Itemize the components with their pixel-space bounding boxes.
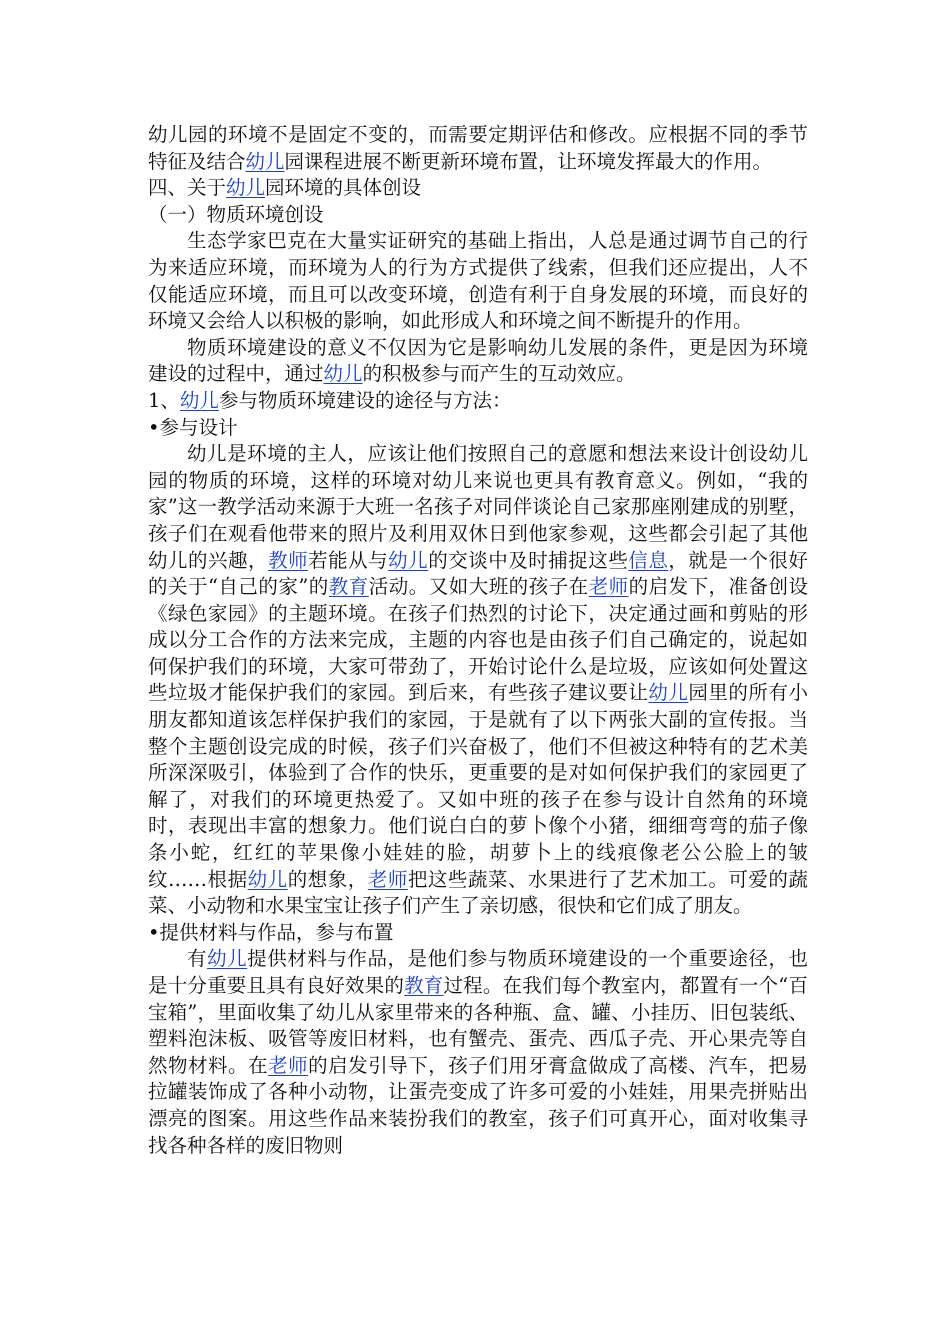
paragraph-text: 的启发引导下，孩子们用牙膏盒做成了高楼、汽车，把易拉罐装饰成了各种小动物，让蛋壳变成了许多可爱的小娃娃，用果壳拼贴出漂亮的图案。用这些作品来装扮我们的教室，孩子们可真开心，面对收集寻找各种各样的废旧物则 (148, 1053, 808, 1157)
paragraph-text: 园里的所有小朋友都知道该怎样保护我们的家园，于是就有了以下两张大副的宣传报。当整个主题创设完成的时候，孩子们兴奋极了，他们不但被这种特有的艺术美所深深吸引，体验到了合作的快乐，更重要的是对如何保护我们的家园更了解了，对我们的环境更热爱了。又如中班的孩子在参与设计自然角的环境时，表现出丰富的想象力。他们说白白的萝卜像个小猪，细细弯弯的茄子像条小蛇，红红的苹果像小娃娃的脸，胡萝卜上的线痕像老公公脸上的皱纹……根据 (148, 681, 808, 891)
paragraph-text: 园环境的具体创设 (265, 176, 422, 200)
paragraph-text: 把这些蔬菜、水果进行了艺术加工。可爱的蔬菜、小动物和水果宝宝让孩子们产生了亲切感，很快和它们成了朋友。 (148, 867, 808, 918)
paragraph-text: 的想象， (287, 867, 368, 891)
document-body (148, 122, 808, 1159)
paragraph (148, 946, 808, 1159)
paragraph-text: 提供材料与作品，是他们参与物质环境建设的一个重要途径，也是十分重要且具有良好效果的 (148, 947, 808, 997)
paragraph-text: 有 (187, 947, 208, 971)
keyword-link[interactable]: 幼儿 (179, 388, 219, 412)
keyword-link[interactable]: 幼儿 (323, 362, 363, 386)
paragraph (148, 335, 808, 388)
keyword-link[interactable]: 老师 (268, 1053, 309, 1077)
paragraph-text: 园课程进展不断更新环境布置，让环境发挥最大的作用。 (284, 149, 773, 173)
paragraph (148, 175, 808, 202)
keyword-link[interactable]: 教师 (268, 548, 309, 572)
keyword-link[interactable]: 幼儿 (207, 947, 248, 971)
keyword-link[interactable]: 教育 (328, 575, 369, 599)
paragraph-text: 的启发下，准备创设《绿色家园》的主题环境。在孩子们热烈的讨论下，决定通过画和剪贴的形成以分工合作的方法来完成，主题的内容也是由孩子们自己确定的，说起如何保护我们的环境，大家可带劲了，开始讨论什么是垃圾，应该如何处置这些垃圾才能保护我们的家园。到后来，有些孩子建议要让 (148, 575, 808, 705)
paragraph-text: 幼儿园的环境不是固定不变的，而需要定期评估和修改。应根据不同的季节特征及结合 (148, 123, 808, 173)
paragraph-text: ，就是一个很好的关于“自己的家”的 (148, 548, 808, 599)
paragraph-text: 幼儿是环境的主人，应该让他们按照自己的意愿和想法来设计创设幼儿园的物质的环境，这样的环境对幼儿来说也更具有教育意义。例如，“我的家”这一教学活动来源于大班一名孩子对同伴谈论自己家那座刚建成的别墅，孩子们在观看他带来的照片及利用双休日到他家参观，这些都会引起了其他幼儿的兴趣， (148, 442, 808, 572)
paragraph (148, 202, 808, 229)
paragraph (148, 228, 808, 334)
paragraph-text: 的交谈中及时捕捉这些 (428, 548, 629, 572)
keyword-link[interactable]: 幼儿 (648, 681, 689, 705)
keyword-link[interactable]: 教育 (404, 974, 444, 997)
paragraph (148, 122, 808, 175)
paragraph-text: （一）物质环境创设 (148, 202, 324, 226)
keyword-link[interactable]: 幼儿 (388, 548, 429, 572)
paragraph-text: 四、关于 (148, 176, 227, 200)
paragraph-text: 物质环境建设的意义不仅因为它是影响幼儿发展的条件，更是因为环境建设的过程中，通过 (148, 335, 808, 386)
paragraph-text: 过程。在我们每个教室内，都置有一个“百宝箱”，里面收集了幼儿从家里带来的各种瓶、盒、罐、小挂历、旧包装纸、塑料泡沫板、吸管等废旧材料，也有蟹壳、蛋壳、西瓜子壳、开心果壳等自然物材料。在 (148, 974, 808, 1077)
keyword-link[interactable]: 老师 (367, 867, 408, 891)
paragraph-text: 生态学家巴克在大量实证研究的基础上指出，人总是通过调节自己的行为来适应环境，而环境为人的行为方式提供了线索，但我们还应提出，人不仅能适应环境，而且可以改变环境，创造有利于自身发展的环境，而良好的环境又会给人以积极的影响，如此形成人和环境之间不断提升的作用。 (148, 229, 808, 333)
keyword-link[interactable]: 幼儿 (226, 176, 266, 200)
keyword-link[interactable]: 幼儿 (245, 149, 285, 173)
keyword-link[interactable]: 老师 (588, 575, 629, 599)
paragraph (148, 388, 808, 415)
paragraph (148, 415, 808, 442)
paragraph-text: 参与物质环境建设的途径与方法： (218, 388, 512, 412)
paragraph-text: 活动。又如大班的孩子在 (368, 575, 589, 599)
paragraph-text: •参与设计 (148, 415, 238, 439)
paragraph-text: •提供材料与作品，参与布置 (148, 920, 394, 944)
keyword-link[interactable]: 信息 (628, 548, 669, 572)
paragraph-text: 1、 (148, 388, 180, 412)
paragraph (148, 441, 808, 920)
paragraph (148, 920, 808, 947)
paragraph-text: 若能从与 (308, 548, 389, 572)
keyword-link[interactable]: 幼儿 (247, 867, 288, 891)
paragraph-text: 的积极参与而产生的互动效应。 (362, 362, 636, 386)
